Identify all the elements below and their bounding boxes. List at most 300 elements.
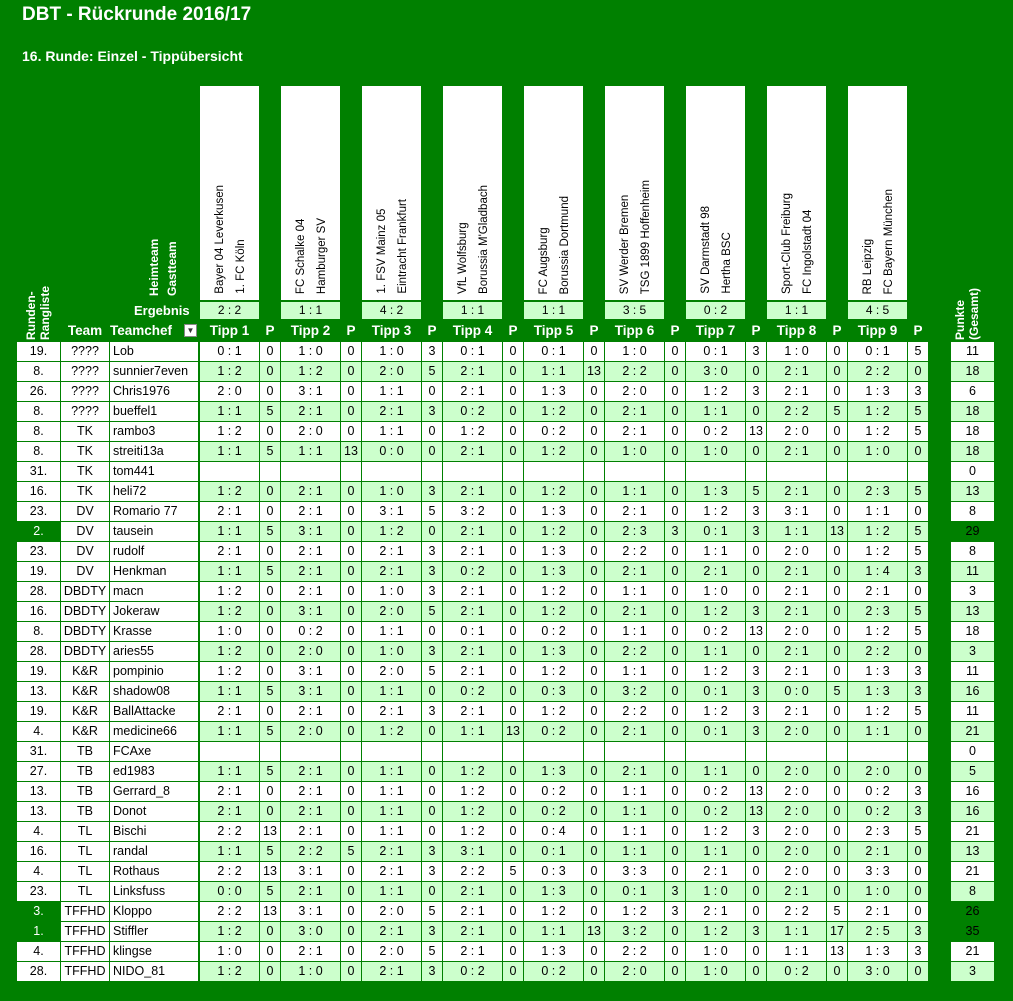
tipp-cell: 2 : 0 [767,862,826,881]
tipp-cell: 2 : 1 [200,542,259,561]
points-cell [746,462,766,481]
points-cell: 0 [665,782,685,801]
points-cell: 3 [908,562,928,581]
teamchef-cell: Bischi [110,822,198,841]
tipp-cell: 3 : 1 [281,682,340,701]
total-points-cell: 16 [951,782,994,801]
tipp-cell: 1 : 1 [605,822,664,841]
tipp-cell: 2 : 1 [848,902,907,921]
total-points-cell: 8 [951,502,994,521]
tipp-cell: 1 : 0 [200,622,259,641]
tipp-cell: 2 : 1 [362,922,421,941]
teamchef-cell: heli72 [110,482,198,501]
points-cell: 0 [260,702,280,721]
tipp-cell: 2 : 1 [767,662,826,681]
points-cell [746,742,766,761]
tipp-cell: 2 : 2 [848,362,907,381]
points-cell: 0 [341,942,361,961]
tipp-cell: 2 : 0 [767,782,826,801]
away-team: FC Ingolstadt 04 [802,209,814,294]
table-row [0,482,1013,502]
tipp-cell: 1 : 1 [686,542,745,561]
points-header: P [832,323,842,338]
tipp-cell: 1 : 2 [524,702,583,721]
tipp-cell: 2 : 1 [443,702,502,721]
points-cell: 13 [260,822,280,841]
tipp-cell: 2 : 1 [362,702,421,721]
points-cell: 5 [422,502,442,521]
tipp-cell: 1 : 2 [200,582,259,601]
points-cell: 0 [503,422,523,441]
points-cell: 0 [584,402,604,421]
away-team: Borussia Dortmund [559,195,571,294]
tipp-cell: 1 : 1 [362,882,421,901]
tipp-cell: 1 : 1 [200,842,259,861]
team-cell: TL [61,862,109,881]
points-cell [503,462,523,481]
tipp-cell: 1 : 3 [524,762,583,781]
points-cell: 0 [503,702,523,721]
teamchef-cell: Linksfuss [110,882,198,901]
points-cell: 0 [503,842,523,861]
match-header-7 [686,86,745,300]
tipp-cell: 1 : 1 [362,422,421,441]
team-cell: K&R [61,662,109,681]
points-cell [260,462,280,481]
tipp-cell: 1 : 1 [686,762,745,781]
team-cell: ???? [61,382,109,401]
points-cell [584,742,604,761]
tipp-cell: 1 : 3 [524,942,583,961]
away-team: TSG 1899 Hoffenheim [640,179,652,294]
tipp-cell: 2 : 2 [281,842,340,861]
home-team: FC Augsburg [538,226,550,294]
tipp-cell: 2 : 1 [605,602,664,621]
tipp-cell: 1 : 3 [686,482,745,501]
total-points-cell: 21 [951,862,994,881]
points-cell [422,742,442,761]
tipp-cell: 1 : 2 [200,962,259,981]
points-cell [827,742,847,761]
col-teamchef-header: Teamchef [110,323,173,338]
match-header-6 [605,86,664,300]
points-cell: 3 [665,882,685,901]
points-cell: 0 [503,522,523,541]
points-cell: 0 [341,482,361,501]
tipp-cell: 3 : 0 [281,922,340,941]
tipp-cell: 3 : 3 [605,862,664,881]
teamchef-cell: Lob [110,342,198,361]
tipp-cell: 3 : 1 [362,502,421,521]
team-cell: TK [61,422,109,441]
tipp-cell [524,462,583,481]
points-header: P [589,323,599,338]
teamchef-cell: tom441 [110,462,198,481]
tipp-cell: 1 : 2 [848,422,907,441]
points-cell: 17 [827,922,847,941]
points-cell: 0 [341,902,361,921]
tipp-cell: 1 : 1 [200,562,259,581]
table-row [0,642,1013,662]
tipp-cell [848,742,907,761]
points-cell: 5 [908,522,928,541]
tipp-cell: 2 : 1 [605,762,664,781]
points-cell [665,462,685,481]
points-cell: 0 [827,582,847,601]
points-cell: 0 [503,662,523,681]
teamchef-cell: Romario 77 [110,502,198,521]
match-header-8 [767,86,826,300]
tipp-cell: 1 : 2 [200,362,259,381]
points-cell: 13 [746,782,766,801]
tipp-cell: 0 : 0 [362,442,421,461]
tipp-cell: 1 : 0 [686,442,745,461]
total-points-cell: 0 [951,742,994,761]
home-team: FC Schalke 04 [295,218,307,294]
table-row [0,902,1013,922]
teamchef-cell: Kloppo [110,902,198,921]
tipp-cell: 1 : 0 [686,882,745,901]
tipp-cell: 1 : 0 [362,342,421,361]
points-cell: 0 [827,642,847,661]
match-teams [858,189,900,294]
points-cell: 3 [746,602,766,621]
tipp-cell [281,462,340,481]
total-points-cell: 0 [951,462,994,481]
points-cell: 5 [260,442,280,461]
points-cell: 0 [341,562,361,581]
tipp-cell: 1 : 1 [362,782,421,801]
rank-cell: 8. [17,422,60,441]
tipp-cell: 2 : 1 [767,702,826,721]
points-cell: 0 [341,542,361,561]
tipp-cell: 2 : 1 [362,962,421,981]
points-cell: 0 [503,682,523,701]
tipp-cell: 0 : 2 [686,622,745,641]
away-team: 1. FC Köln [235,239,247,294]
tipp-cell: 0 : 2 [686,782,745,801]
points-cell: 3 [746,682,766,701]
tipp-cell: 0 : 1 [686,342,745,361]
points-cell: 0 [584,442,604,461]
table-row [0,422,1013,442]
rank-cell: 23. [17,882,60,901]
rank-cell: 19. [17,702,60,721]
tipp-cell: 1 : 2 [686,702,745,721]
team-cell: TB [61,782,109,801]
points-cell: 0 [341,762,361,781]
points-cell: 0 [746,962,766,981]
points-cell: 0 [503,622,523,641]
tipp-cell: 3 : 1 [281,902,340,921]
tipp-cell: 1 : 1 [848,722,907,741]
tipp-cell: 1 : 1 [362,382,421,401]
points-cell: 0 [827,562,847,581]
table-row [0,622,1013,642]
points-cell: 5 [422,362,442,381]
rank-cell: 8. [17,362,60,381]
team-cell: DV [61,522,109,541]
tipp-cell: 2 : 1 [281,582,340,601]
table-row [0,862,1013,882]
points-cell: 3 [422,862,442,881]
tipp-cell: 2 : 0 [848,762,907,781]
points-cell: 0 [503,542,523,561]
match-result: 0 : 2 [686,302,745,319]
table-row [0,402,1013,422]
tipp-cell: 2 : 1 [767,642,826,661]
points-cell: 0 [665,342,685,361]
tipp-cell: 1 : 2 [848,542,907,561]
tipp-cell: 1 : 3 [524,882,583,901]
team-cell: TK [61,482,109,501]
tipp-cell [605,462,664,481]
points-cell: 0 [341,782,361,801]
tipp-cell: 1 : 2 [524,662,583,681]
team-cell: TFFHD [61,902,109,921]
teamchef-cell: aries55 [110,642,198,661]
tipp-cell: 0 : 1 [686,682,745,701]
tipp-cell: 3 : 0 [848,962,907,981]
points-cell: 0 [665,422,685,441]
points-cell: 0 [746,902,766,921]
match-header-2 [281,86,340,300]
tipp-cell: 0 : 1 [443,342,502,361]
tipp-cell: 2 : 2 [605,542,664,561]
table-row [0,882,1013,902]
points-cell: 3 [422,402,442,421]
tipp-cell: 3 : 1 [281,662,340,681]
tipp-cell: 1 : 2 [686,502,745,521]
tipp-cell: 1 : 0 [281,962,340,981]
tipp-cell: 2 : 1 [605,502,664,521]
tipp-cell: 2 : 0 [362,602,421,621]
tipp-cell: 2 : 2 [200,862,259,881]
match-teams [453,185,495,294]
points-cell: 0 [503,562,523,581]
team-cell: ???? [61,362,109,381]
rank-cell: 19. [17,342,60,361]
tipp-cell: 2 : 0 [767,762,826,781]
tipp-cell: 2 : 1 [200,802,259,821]
rank-cell: 8. [17,402,60,421]
points-cell: 0 [584,562,604,581]
tipp-cell: 2 : 1 [362,542,421,561]
tipp-cell: 2 : 1 [443,922,502,941]
points-cell: 0 [260,782,280,801]
tipp-cell [362,462,421,481]
points-cell: 0 [665,682,685,701]
points-cell: 0 [746,842,766,861]
points-cell: 0 [827,842,847,861]
points-cell: 0 [260,342,280,361]
table-row [0,742,1013,762]
points-cell: 0 [584,482,604,501]
points-cell: 0 [908,502,928,521]
tipp-cell: 0 : 1 [200,342,259,361]
match-header-4 [443,86,502,300]
points-cell: 0 [422,722,442,741]
table-row [0,842,1013,862]
teamchef-cell: randal [110,842,198,861]
team-cell: DBDTY [61,622,109,641]
tipp-cell: 2 : 1 [443,582,502,601]
points-cell: 0 [746,882,766,901]
tipp-cell: 0 : 1 [686,722,745,741]
points-cell: 0 [665,822,685,841]
teamchef-cell: Donot [110,802,198,821]
tipp-cell: 2 : 1 [443,482,502,501]
team-cell: TFFHD [61,962,109,981]
total-points-cell: 16 [951,682,994,701]
table-row [0,702,1013,722]
points-cell: 0 [422,882,442,901]
points-cell: 5 [827,902,847,921]
teamchef-filter-dropdown[interactable] [184,324,197,337]
points-cell [827,462,847,481]
tipp-cell: 1 : 0 [605,342,664,361]
points-cell: 13 [260,862,280,881]
points-cell: 0 [341,402,361,421]
points-cell: 0 [260,962,280,981]
points-cell: 0 [503,602,523,621]
points-cell: 0 [584,702,604,721]
rank-cell: 8. [17,622,60,641]
tipp-cell: 2 : 1 [281,822,340,841]
points-cell: 0 [584,862,604,881]
points-cell: 5 [908,822,928,841]
tipp-cell: 1 : 2 [848,522,907,541]
points-cell: 3 [422,842,442,861]
rank-cell: 1. [17,922,60,941]
points-cell: 3 [746,662,766,681]
points-cell: 0 [503,482,523,501]
points-cell [341,742,361,761]
total-points-cell: 21 [951,942,994,961]
points-cell: 0 [665,722,685,741]
total-points-cell: 13 [951,842,994,861]
tipp-cell: 0 : 2 [524,622,583,641]
points-header: P [670,323,680,338]
tipp-cell: 2 : 1 [605,562,664,581]
team-cell: TL [61,842,109,861]
away-team: Hamburger SV [316,217,328,294]
tipp-cell: 3 : 2 [605,922,664,941]
points-cell: 0 [584,782,604,801]
points-cell: 0 [260,922,280,941]
tipp-cell: 0 : 2 [524,422,583,441]
table-row [0,542,1013,562]
tipp-cell: 0 : 2 [281,622,340,641]
tipp-cell: 2 : 1 [281,542,340,561]
points-cell [584,462,604,481]
tipp-cell: 3 : 1 [443,842,502,861]
points-cell: 0 [341,422,361,441]
points-cell: 0 [665,622,685,641]
tipp-cell: 0 : 1 [443,622,502,641]
tipp-cell: 1 : 1 [848,502,907,521]
rank-cell: 16. [17,842,60,861]
points-cell: 5 [908,702,928,721]
tipp-cell: 1 : 1 [200,722,259,741]
points-cell: 0 [422,782,442,801]
points-cell: 0 [665,762,685,781]
rangliste-label: Rangliste [38,285,52,340]
tipp-cell: 1 : 0 [686,582,745,601]
points-cell: 3 [908,662,928,681]
tipp-cell: 0 : 2 [443,682,502,701]
tipp-cell: 1 : 2 [443,762,502,781]
away-team: FC Bayern München [883,188,895,294]
table-row [0,942,1013,962]
tipp-cell: 3 : 0 [686,362,745,381]
tipp-cell: 1 : 2 [686,822,745,841]
points-cell: 0 [746,562,766,581]
points-cell: 0 [341,642,361,661]
points-cell: 0 [422,422,442,441]
tipp-cell: 1 : 2 [443,802,502,821]
points-cell: 5 [422,662,442,681]
tipp-cell: 2 : 0 [767,622,826,641]
points-cell: 0 [341,582,361,601]
points-cell: 0 [503,882,523,901]
tipp-cell: 1 : 0 [362,582,421,601]
points-cell: 0 [503,782,523,801]
home-team: 1. FSV Mainz 05 [376,208,388,294]
heimteam-label: Heimteam [147,238,161,296]
tipp-cell: 1 : 1 [200,682,259,701]
points-cell: 0 [584,522,604,541]
table-row [0,362,1013,382]
table-row [0,442,1013,462]
tipp-cell: 1 : 0 [848,882,907,901]
rank-cell: 4. [17,822,60,841]
tipp-cell: 0 : 1 [524,342,583,361]
tipp-cell: 2 : 2 [605,362,664,381]
tipp-cell: 2 : 1 [281,402,340,421]
points-cell: 0 [341,962,361,981]
table-row [0,342,1013,362]
tipp-cell: 1 : 1 [605,482,664,501]
total-points-cell: 3 [951,962,994,981]
points-cell: 0 [908,862,928,881]
tipp-cell: 2 : 2 [200,822,259,841]
chevron-down-icon: ▼ [186,326,195,335]
home-team: VfL Wolfsburg [457,222,469,294]
points-cell: 0 [746,642,766,661]
points-header: P [346,323,356,338]
tipp-cell: 1 : 2 [524,402,583,421]
points-cell: 0 [584,962,604,981]
points-cell: 0 [908,442,928,461]
total-points-cell: 21 [951,822,994,841]
home-team: SV Werder Bremen [619,194,631,294]
points-cell: 0 [584,722,604,741]
points-cell [665,742,685,761]
tipp-cell: 3 : 1 [281,382,340,401]
points-cell: 0 [827,482,847,501]
teamchef-cell: bueffel1 [110,402,198,421]
points-cell: 0 [908,902,928,921]
teamchef-cell: medicine66 [110,722,198,741]
tipp-cell: 2 : 0 [362,662,421,681]
tipp-cell: 1 : 2 [362,522,421,541]
points-cell: 0 [260,662,280,681]
tipp-cell: 1 : 3 [848,682,907,701]
tipp-cell: 1 : 3 [848,382,907,401]
teamchef-cell: tausein [110,522,198,541]
total-points-cell: 11 [951,662,994,681]
